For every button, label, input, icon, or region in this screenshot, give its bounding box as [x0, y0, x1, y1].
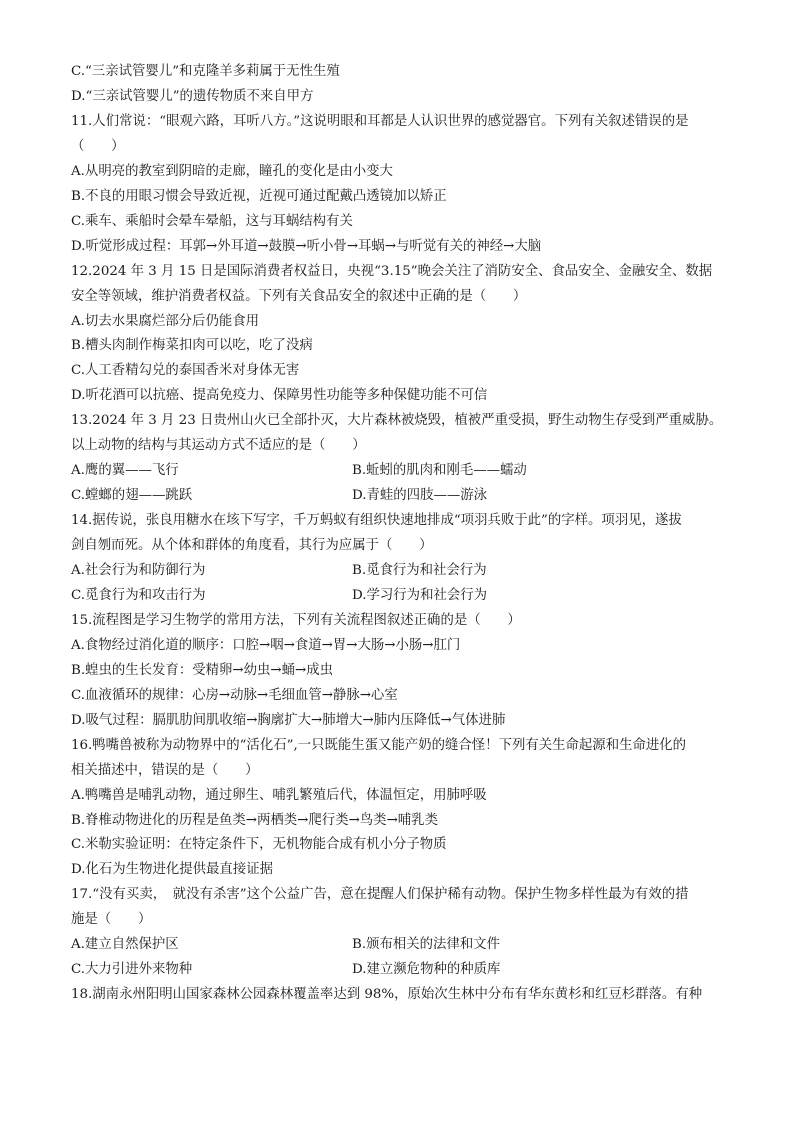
- text-line: [71, 487, 746, 505]
- text-line: [71, 88, 746, 106]
- text-line: [71, 313, 746, 331]
- text-line: [71, 63, 746, 81]
- text-line: [71, 362, 746, 380]
- line-text: D.化石为生物进化提供最直接证据: [71, 862, 273, 878]
- line-text: 14.据传说，张良用糖水在垓下写字，千万蚂蚁有组织快速地排成“项羽兵败于此”的字样。项羽见，遂拔: [71, 513, 682, 529]
- text-line: [71, 612, 746, 630]
- line-text: 16.鸭嘴兽被称为动物界中的“活化石”,一只既能生蛋又能产奶的缝合怪！下列有关生命起源和生命进化的: [71, 737, 687, 753]
- line-text: D.听觉形成过程：耳郭→外耳道→鼓膜→听小骨→耳蜗→与听觉有关的神经→大脑: [71, 238, 542, 254]
- line-text: 13.2024 年 3 月 23 日贵州山火已全部扑灭，大片森林被烧毁，植被严重受损，野生动物生存受到严重威胁。: [71, 413, 723, 429]
- text-line: [71, 662, 746, 680]
- line-text: C.“三亲试管婴儿”和克隆羊多莉属于无性生殖: [71, 64, 340, 79]
- text-line: [71, 961, 746, 979]
- option-right-column: B.颁布相关的法律和文件: [352, 937, 501, 953]
- line-text: D.听花酒可以抗癌、提高免疫力、保障男性功能等多种保健功能不可信: [71, 388, 488, 404]
- line-text: B.不良的用眼习惯会导致近视，近视可通过配戴凸透镜加以矫正: [71, 188, 447, 204]
- line-text: B.槽头肉制作梅菜扣肉可以吃，吃了没病: [71, 338, 313, 354]
- text-line: [71, 113, 746, 131]
- line-text: 15.流程图是学习生物学的常用方法，下列有关流程图叙述正确的是（ ）: [71, 612, 521, 628]
- text-line: [71, 437, 746, 455]
- text-line: [71, 188, 746, 206]
- text-line: [71, 737, 746, 755]
- line-text: B.蝗虫的生长发育：受精卵→幼虫→蛹→成虫: [71, 662, 334, 678]
- text-line: [71, 213, 746, 231]
- text-line: [71, 762, 746, 780]
- text-line: [71, 812, 746, 830]
- line-text: 12.2024 年 3 月 15 日是国际消费者权益日，央视“3.15”晚会关注了消防安全、食品安全、金融安全、数据: [71, 263, 713, 279]
- text-line: [71, 587, 746, 605]
- line-text: C.米勒实验证明：在特定条件下，无机物能合成有机小分子物质: [71, 837, 447, 853]
- line-text: C.乘车、乘船时会晕车晕船，这与耳蜗结构有关: [71, 213, 353, 229]
- text-line: [71, 986, 746, 1004]
- text-line: [71, 412, 746, 430]
- line-text: C.人工香精勾兑的泰国香米对身体无害: [71, 363, 300, 379]
- text-line: [71, 861, 746, 879]
- line-text: A.鹰的翼——飞行: [71, 463, 179, 479]
- text-line: [71, 936, 746, 954]
- line-text: （ ）: [71, 138, 125, 154]
- line-text: 相关描述中，错误的是（ ）: [71, 762, 259, 778]
- line-text: 17.“没有买卖， 就没有杀害”这个公益广告，意在提醒人们保护稀有动物。保护生物多样性最为有效的措: [71, 887, 689, 903]
- text-line: [71, 387, 746, 405]
- line-text: 18.湖南永州阳明山国家森林公园森林覆盖率达到 98%，原始次生林中分布有华东黄杉和红豆杉群落。有种: [71, 987, 703, 1003]
- line-text: 11.人们常说：“眼观六路，耳听八方。”这说明眼和耳都是人认识世界的感觉器官。下列有关叙述错误的是: [71, 113, 689, 129]
- option-right-column: B.蚯蚓的肌肉和刚毛——蠕动: [352, 463, 527, 479]
- text-line: [71, 163, 746, 181]
- option-right-column: D.建立濒危物种的种质库: [352, 962, 501, 978]
- line-text: C.觅食行为和攻击行为: [71, 587, 206, 603]
- line-text: A.鸭嘴兽是哺乳动物，通过卵生、哺乳繁殖后代，体温恒定，用肺呼吸: [71, 787, 487, 803]
- line-text: A.食物经过消化道的顺序：口腔→咽→食道→胃→大肠→小肠→肛门: [71, 637, 461, 653]
- option-right-column: B.觅食行为和社会行为: [352, 563, 487, 578]
- text-line: [71, 288, 746, 306]
- text-line: [71, 687, 746, 705]
- line-text: 施是（ ）: [71, 912, 152, 928]
- line-text: 以上动物的结构与其运动方式不适应的是（ ）: [71, 438, 366, 454]
- line-text: 剑自刎而死。从个体和群体的角度看，其行为应属于（ ）: [71, 538, 433, 553]
- line-text: 安全等领域，维护消费者权益。下列有关食品安全的叙述中正确的是（ ）: [71, 288, 527, 304]
- text-line: [71, 512, 746, 530]
- line-text: D.“三亲试管婴儿”的遗传物质不来自甲方: [71, 89, 314, 104]
- text-line: [71, 537, 746, 555]
- text-line: [71, 462, 746, 480]
- line-text: B.脊椎动物进化的历程是鱼类→两栖类→爬行类→鸟类→哺乳类: [71, 812, 438, 828]
- text-line: [71, 911, 746, 929]
- text-line: [71, 138, 746, 156]
- line-text: A.社会行为和防御行为: [71, 563, 206, 578]
- text-line: [71, 637, 746, 655]
- line-text: A.切去水果腐烂部分后仍能食用: [71, 313, 260, 329]
- text-line: [71, 263, 746, 281]
- option-right-column: D.青蛙的四肢——游泳: [352, 488, 488, 504]
- line-text: C.螳螂的翅——跳跃: [71, 488, 193, 504]
- line-text: C.大力引进外来物种: [71, 962, 193, 978]
- text-line: [71, 337, 746, 355]
- text-line: [71, 238, 746, 256]
- text-line: [71, 836, 746, 854]
- text-line: [71, 562, 746, 580]
- text-line: [71, 787, 746, 805]
- line-text: A.从明亮的教室到阴暗的走廊，瞳孔的变化是由小变大: [71, 163, 393, 179]
- text-line: [71, 886, 746, 904]
- line-text: D.吸气过程：膈肌肋间肌收缩→胸廓扩大→肺增大→肺内压降低→气体进肺: [71, 712, 506, 728]
- line-text: A.建立自然保护区: [71, 937, 179, 953]
- text-line: [71, 712, 746, 730]
- line-text: C.血液循环的规律：心房→动脉→毛细血管→静脉→心室: [71, 687, 398, 703]
- option-right-column: D.学习行为和社会行为: [352, 587, 488, 603]
